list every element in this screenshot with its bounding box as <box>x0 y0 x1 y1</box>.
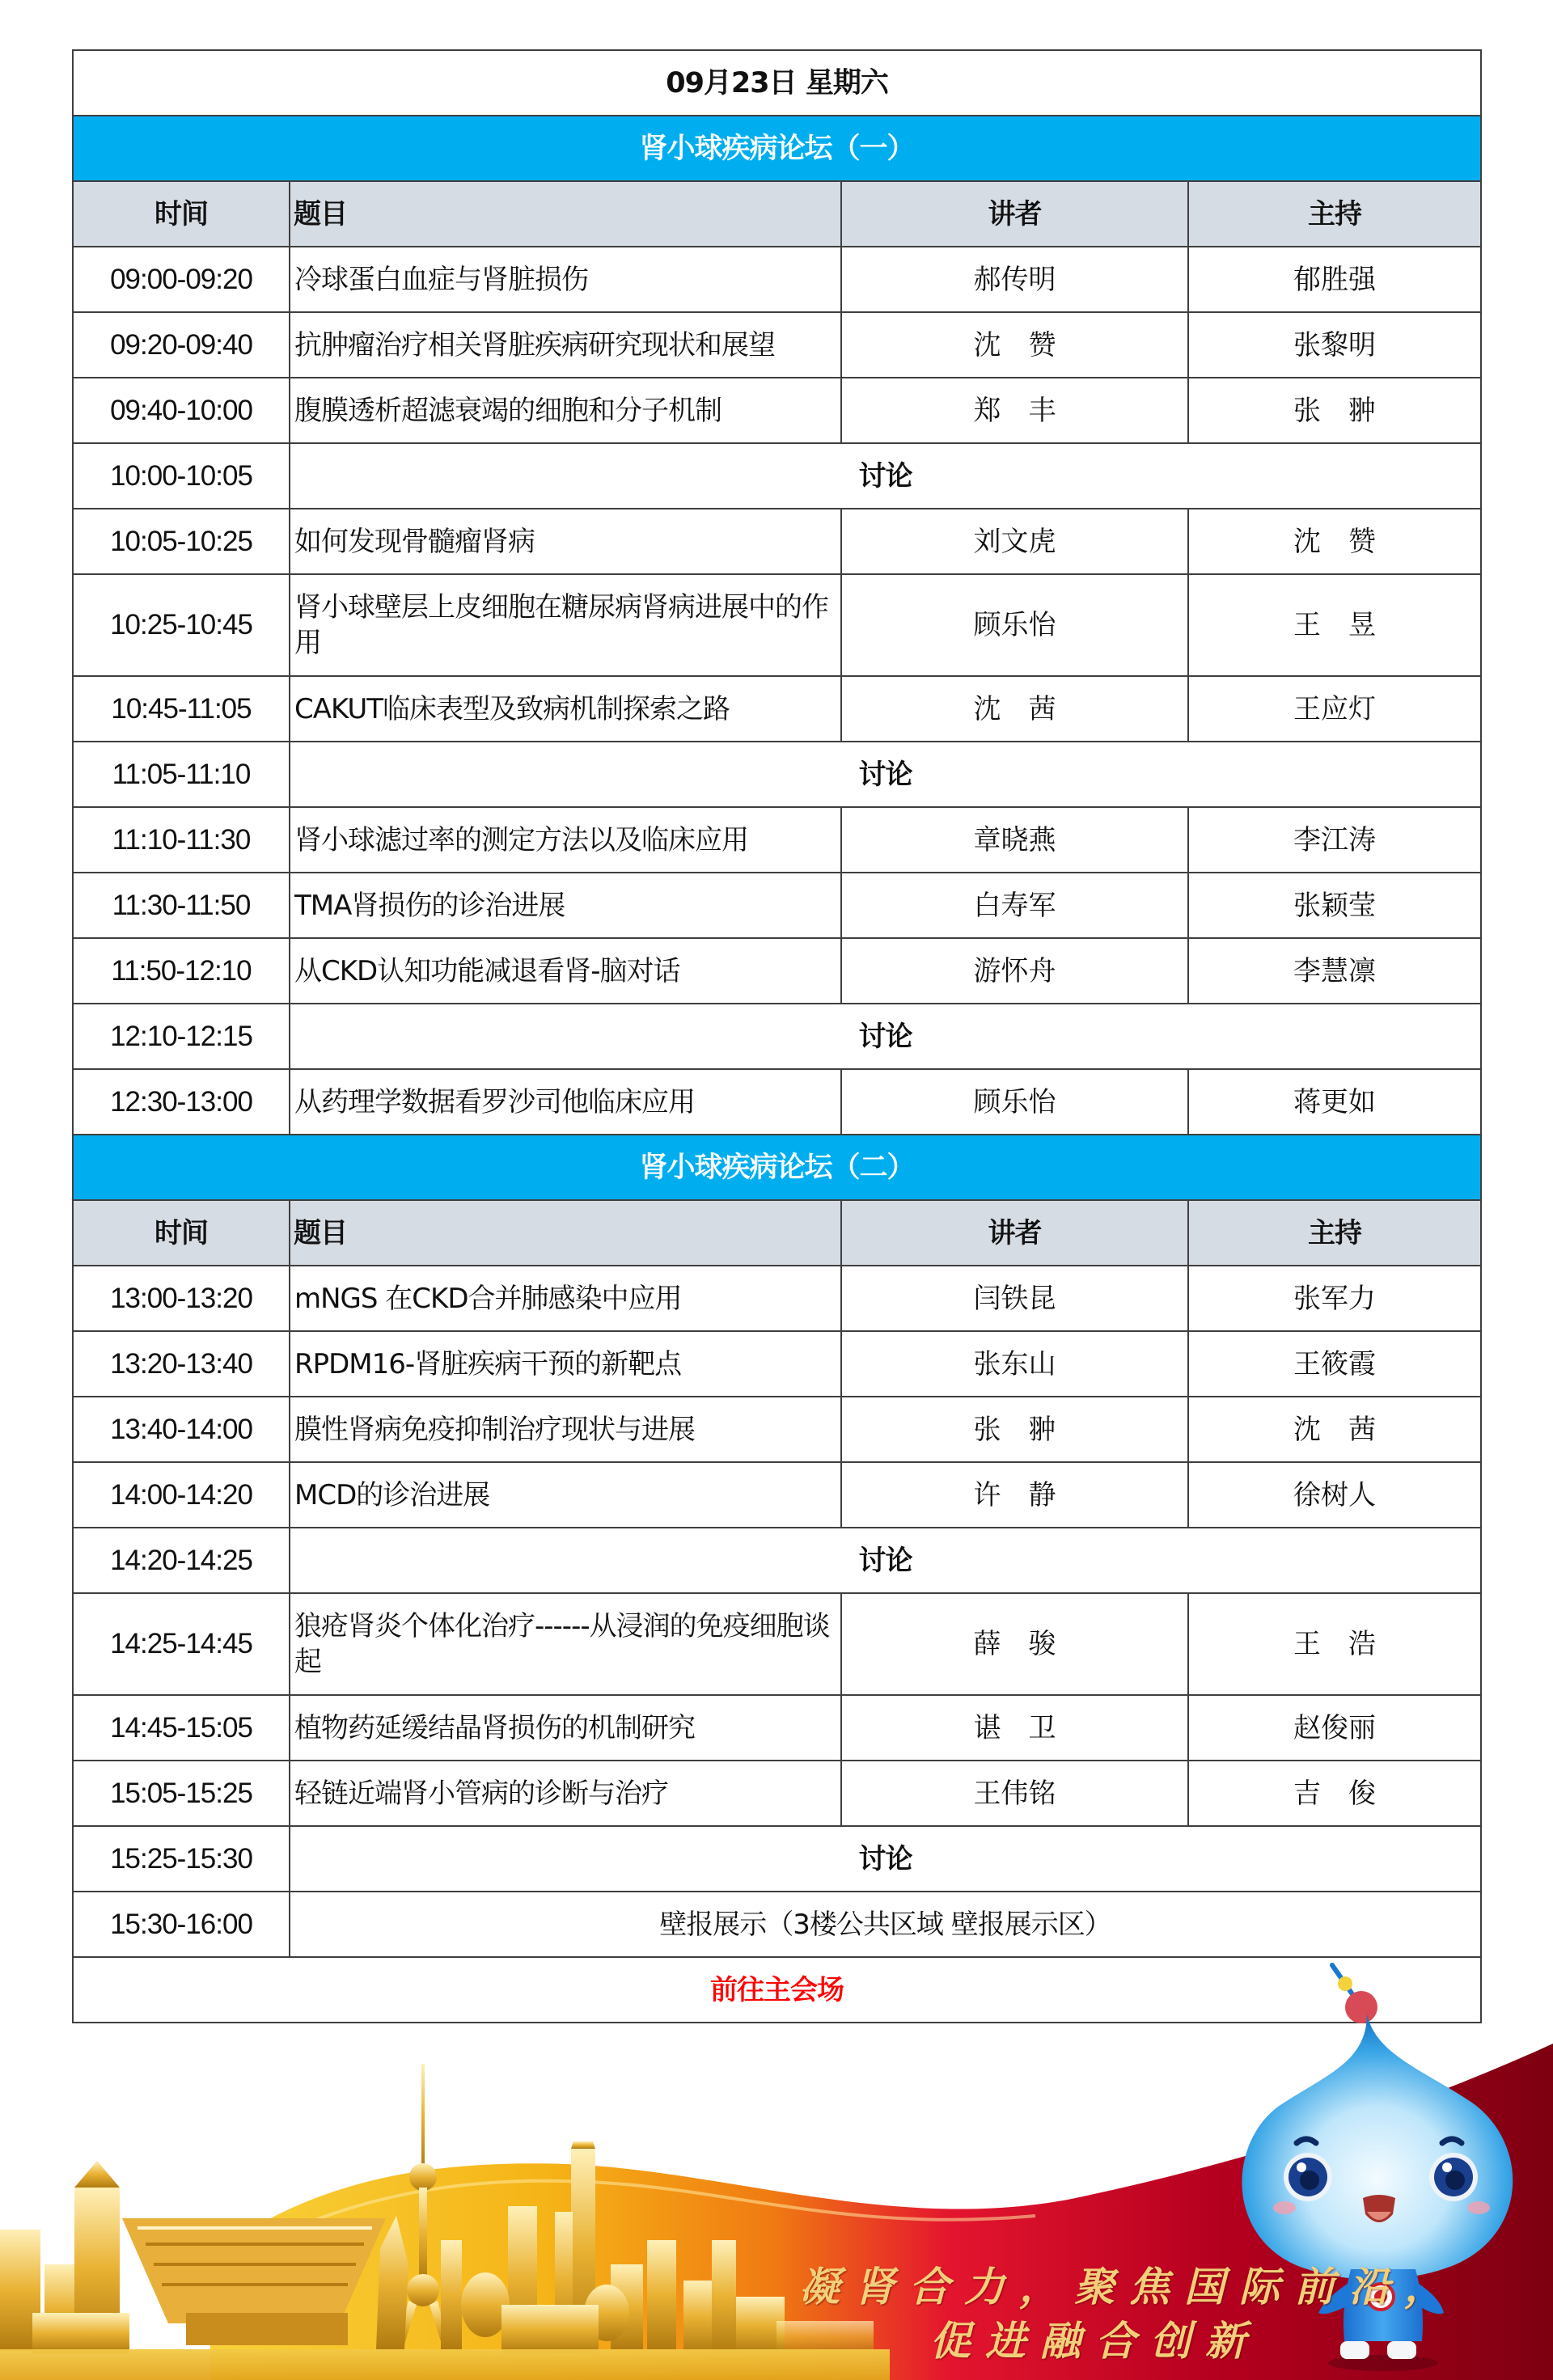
speaker-cell: 沈 茜 <box>841 676 1188 742</box>
speaker-cell: 游怀舟 <box>841 938 1188 1004</box>
topic-cell: 肾小球壁层上皮细胞在糖尿病肾病进展中的作用 <box>290 574 841 676</box>
time-cell: 11:10-11:30 <box>73 807 290 873</box>
time-cell: 14:00-14:20 <box>73 1462 290 1528</box>
header-time: 时间 <box>73 1200 290 1266</box>
table-row <box>73 312 1481 378</box>
time-cell: 14:45-15:05 <box>73 1695 290 1761</box>
host-cell: 吉 俊 <box>1188 1761 1481 1826</box>
table-row <box>73 1069 1481 1135</box>
speaker-cell: 谌 卫 <box>841 1695 1188 1761</box>
time-cell: 12:10-12:15 <box>73 1004 290 1069</box>
host-cell: 赵俊丽 <box>1188 1695 1481 1761</box>
goto-main-venue-link[interactable]: 前往主会场 <box>73 1957 1481 2023</box>
host-cell: 王筱霞 <box>1188 1331 1481 1397</box>
time-cell: 10:25-10:45 <box>73 574 290 676</box>
topic-cell: 如何发现骨髓瘤肾病 <box>290 509 841 574</box>
header-topic: 题目 <box>290 181 841 247</box>
host-cell: 张 翀 <box>1188 378 1481 443</box>
host-cell: 徐树人 <box>1188 1462 1481 1528</box>
river <box>0 2349 890 2380</box>
topic-cell: RPDM16-肾脏疾病干预的新靶点 <box>290 1331 841 1397</box>
discussion-cell: 讨论 <box>290 1826 1481 1892</box>
header-host: 主持 <box>1188 1200 1481 1266</box>
time-cell: 09:00-09:20 <box>73 247 290 312</box>
column-header-row <box>73 1200 1481 1266</box>
table-row <box>73 1266 1481 1331</box>
host-cell: 王应灯 <box>1188 676 1481 742</box>
schedule-table <box>72 49 1482 2023</box>
topic-cell: MCD的诊治进展 <box>290 1462 841 1528</box>
time-cell: 13:00-13:20 <box>73 1266 290 1331</box>
topic-cell: 从药理学数据看罗沙司他临床应用 <box>290 1069 841 1135</box>
time-cell: 10:45-11:05 <box>73 676 290 742</box>
table-row <box>73 873 1481 938</box>
speaker-cell: 郑 丰 <box>841 378 1188 443</box>
host-cell: 蒋更如 <box>1188 1069 1481 1135</box>
table-row <box>73 1695 1481 1761</box>
header-speaker: 讲者 <box>841 1200 1188 1266</box>
forum-title-row <box>73 1135 1481 1200</box>
speaker-cell: 薛 骏 <box>841 1593 1188 1695</box>
host-cell: 沈 茜 <box>1188 1397 1481 1462</box>
table-row <box>73 1826 1481 1892</box>
speaker-cell: 顾乐怡 <box>841 1069 1188 1135</box>
speaker-cell: 张 翀 <box>841 1397 1188 1462</box>
topic-cell: 腹膜透析超滤衰竭的细胞和分子机制 <box>290 378 841 443</box>
topic-cell: 膜性肾病免疫抑制治疗现状与进展 <box>290 1397 841 1462</box>
footer-banner <box>0 1941 1553 2380</box>
topic-cell: 狼疮肾炎个体化治疗------从浸润的免疫细胞谈起 <box>290 1593 841 1695</box>
forum-title: 肾小球疾病论坛（二） <box>73 1135 1481 1200</box>
table-row <box>73 247 1481 312</box>
speaker-cell: 王伟铭 <box>841 1761 1188 1826</box>
host-cell: 李江涛 <box>1188 807 1481 873</box>
table-row <box>73 676 1481 742</box>
table-row <box>73 807 1481 873</box>
topic-cell: 轻链近端肾小管病的诊断与治疗 <box>290 1761 841 1826</box>
discussion-cell: 讨论 <box>290 1528 1481 1593</box>
topic-cell: TMA肾损伤的诊治进展 <box>290 873 841 938</box>
time-cell: 13:20-13:40 <box>73 1331 290 1397</box>
table-row <box>73 1397 1481 1462</box>
table-row <box>73 1761 1481 1826</box>
slogan-line-2: 促进融合创新 <box>930 2317 1260 2365</box>
speaker-cell: 白寿军 <box>841 873 1188 938</box>
speaker-cell: 许 静 <box>841 1462 1188 1528</box>
time-cell: 15:05-15:25 <box>73 1761 290 1826</box>
header-time: 时间 <box>73 181 290 247</box>
table-row <box>73 509 1481 574</box>
time-cell: 15:25-15:30 <box>73 1826 290 1892</box>
host-cell: 郁胜强 <box>1188 247 1481 312</box>
table-row <box>73 574 1481 676</box>
time-cell: 09:40-10:00 <box>73 378 290 443</box>
column-header-row <box>73 181 1481 247</box>
host-cell: 张颖莹 <box>1188 873 1481 938</box>
time-cell: 13:40-14:00 <box>73 1397 290 1462</box>
time-cell: 11:30-11:50 <box>73 873 290 938</box>
time-cell: 12:30-13:00 <box>73 1069 290 1135</box>
host-cell: 张黎明 <box>1188 312 1481 378</box>
time-cell: 11:05-11:10 <box>73 742 290 807</box>
day-title: 09月23日 星期六 <box>73 50 1481 116</box>
host-cell: 沈 赞 <box>1188 509 1481 574</box>
speaker-cell: 章晓燕 <box>841 807 1188 873</box>
forum-title-row <box>73 116 1481 181</box>
speaker-cell: 沈 赞 <box>841 312 1188 378</box>
table-row <box>73 1593 1481 1695</box>
table-row <box>73 1331 1481 1397</box>
poster-session-cell: 壁报展示（3楼公共区域 壁报展示区） <box>290 1892 1481 1957</box>
topic-cell: 肾小球滤过率的测定方法以及临床应用 <box>290 807 841 873</box>
table-row <box>73 742 1481 807</box>
speaker-cell: 张东山 <box>841 1331 1188 1397</box>
time-cell: 09:20-09:40 <box>73 312 290 378</box>
header-speaker: 讲者 <box>841 181 1188 247</box>
table-row <box>73 1528 1481 1593</box>
header-host: 主持 <box>1188 181 1481 247</box>
speaker-cell: 刘文虎 <box>841 509 1188 574</box>
table-row <box>73 938 1481 1004</box>
table-row <box>73 378 1481 443</box>
discussion-cell: 讨论 <box>290 443 1481 509</box>
time-cell: 14:25-14:45 <box>73 1593 290 1695</box>
slogan-line-1: 凝肾合力，聚焦国际前沿， <box>799 2263 1459 2310</box>
table-row <box>73 1004 1481 1069</box>
discussion-cell: 讨论 <box>290 742 1481 807</box>
header-topic: 题目 <box>290 1200 841 1266</box>
host-cell: 王 浩 <box>1188 1593 1481 1695</box>
table-row <box>73 1462 1481 1528</box>
speaker-cell: 顾乐怡 <box>841 574 1188 676</box>
topic-cell: mNGS 在CKD合并肺感染中应用 <box>290 1266 841 1331</box>
discussion-cell: 讨论 <box>290 1004 1481 1069</box>
topic-cell: 从CKD认知功能减退看肾-脑对话 <box>290 938 841 1004</box>
speaker-cell: 郝传明 <box>841 247 1188 312</box>
topic-cell: 抗肿瘤治疗相关肾脏疾病研究现状和展望 <box>290 312 841 378</box>
time-cell: 10:05-10:25 <box>73 509 290 574</box>
time-cell: 11:50-12:10 <box>73 938 290 1004</box>
host-cell: 李慧凛 <box>1188 938 1481 1004</box>
time-cell: 14:20-14:25 <box>73 1528 290 1593</box>
time-cell: 15:30-16:00 <box>73 1892 290 1957</box>
table-row <box>73 443 1481 509</box>
time-cell: 10:00-10:05 <box>73 443 290 509</box>
speaker-cell: 闫铁昆 <box>841 1266 1188 1331</box>
topic-cell: 冷球蛋白血症与肾脏损伤 <box>290 247 841 312</box>
host-cell: 王 昱 <box>1188 574 1481 676</box>
forum-title: 肾小球疾病论坛（一） <box>73 116 1481 181</box>
topic-cell: CAKUT临床表型及致病机制探索之路 <box>290 676 841 742</box>
topic-cell: 植物药延缓结晶肾损伤的机制研究 <box>290 1695 841 1761</box>
host-cell: 张军力 <box>1188 1266 1481 1331</box>
